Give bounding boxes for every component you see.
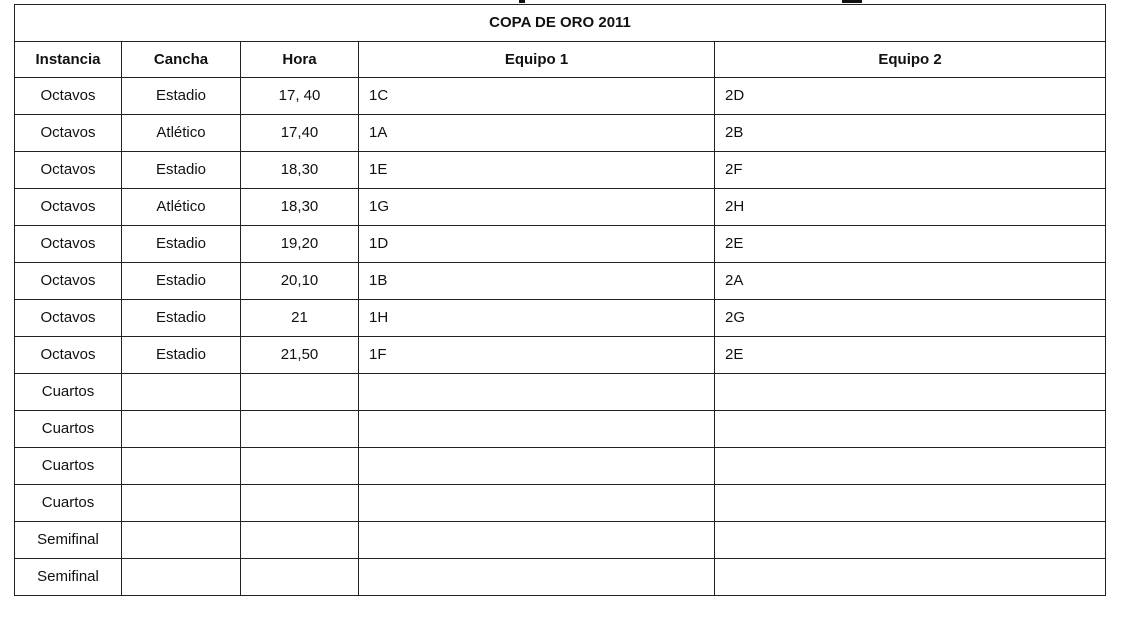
cell-equipo-1: 1E	[359, 152, 715, 189]
cell-equipo-1: 1C	[359, 78, 715, 115]
cell-hora: 18,30	[241, 152, 359, 189]
header-instancia: Instancia	[15, 42, 122, 78]
cell-equipo-2	[715, 559, 1106, 596]
cell-equipo-2: 2E	[715, 337, 1106, 374]
cell-equipo-1: 1F	[359, 337, 715, 374]
table-title: COPA DE ORO 2011	[15, 5, 1106, 42]
cell-instancia: Octavos	[15, 152, 122, 189]
cell-hora	[241, 374, 359, 411]
cell-equipo-1: 1H	[359, 300, 715, 337]
cell-instancia: Cuartos	[15, 485, 122, 522]
header-row	[15, 42, 1106, 78]
cell-cancha	[122, 559, 241, 596]
cell-hora	[241, 485, 359, 522]
table-row	[15, 485, 1106, 522]
table-row	[15, 263, 1106, 300]
table-row	[15, 78, 1106, 115]
cell-hora	[241, 448, 359, 485]
table-row	[15, 522, 1106, 559]
cell-hora	[241, 559, 359, 596]
cell-equipo-1: 1A	[359, 115, 715, 152]
cell-cancha: Atlético	[122, 115, 241, 152]
cell-equipo-1	[359, 559, 715, 596]
cell-hora: 20,10	[241, 263, 359, 300]
cell-equipo-2	[715, 522, 1106, 559]
cell-cancha: Atlético	[122, 189, 241, 226]
cell-instancia: Octavos	[15, 78, 122, 115]
cell-equipo-1	[359, 374, 715, 411]
cell-instancia: Octavos	[15, 226, 122, 263]
cropped-mark	[519, 0, 525, 3]
cell-instancia: Cuartos	[15, 374, 122, 411]
cell-equipo-1: 1G	[359, 189, 715, 226]
cell-instancia: Cuartos	[15, 448, 122, 485]
cell-cancha: Estadio	[122, 337, 241, 374]
cell-cancha	[122, 374, 241, 411]
table-row	[15, 374, 1106, 411]
cell-equipo-2: 2D	[715, 78, 1106, 115]
cell-hora: 19,20	[241, 226, 359, 263]
cell-equipo-2: 2H	[715, 189, 1106, 226]
header-cancha: Cancha	[122, 42, 241, 78]
cell-instancia: Semifinal	[15, 522, 122, 559]
cell-cancha	[122, 411, 241, 448]
cell-instancia: Octavos	[15, 189, 122, 226]
cell-hora: 18,30	[241, 189, 359, 226]
cell-equipo-1: 1B	[359, 263, 715, 300]
cell-equipo-2: 2F	[715, 152, 1106, 189]
header-hora: Hora	[241, 42, 359, 78]
cell-instancia: Octavos	[15, 337, 122, 374]
cell-instancia: Octavos	[15, 263, 122, 300]
cell-equipo-2: 2G	[715, 300, 1106, 337]
table-row	[15, 448, 1106, 485]
cell-equipo-1	[359, 485, 715, 522]
schedule-sheet	[14, 4, 1105, 596]
cell-equipo-2: 2E	[715, 226, 1106, 263]
cell-equipo-1	[359, 411, 715, 448]
cell-equipo-2	[715, 374, 1106, 411]
cell-instancia: Octavos	[15, 115, 122, 152]
cell-cancha: Estadio	[122, 226, 241, 263]
cell-equipo-2: 2A	[715, 263, 1106, 300]
table-row	[15, 559, 1106, 596]
table-row	[15, 152, 1106, 189]
cell-cancha: Estadio	[122, 263, 241, 300]
schedule-table	[14, 4, 1106, 596]
cell-equipo-2: 2B	[715, 115, 1106, 152]
table-row	[15, 115, 1106, 152]
cell-equipo-1	[359, 448, 715, 485]
table-row	[15, 300, 1106, 337]
cell-instancia: Semifinal	[15, 559, 122, 596]
cell-equipo-2	[715, 485, 1106, 522]
table-row	[15, 337, 1106, 374]
table-row	[15, 189, 1106, 226]
cell-hora: 21,50	[241, 337, 359, 374]
cell-hora	[241, 411, 359, 448]
table-body	[15, 78, 1106, 596]
cell-cancha: Estadio	[122, 152, 241, 189]
cell-cancha	[122, 448, 241, 485]
cropped-mark	[842, 0, 862, 3]
cell-equipo-1	[359, 522, 715, 559]
cell-equipo-2	[715, 411, 1106, 448]
cell-cancha	[122, 522, 241, 559]
table-row	[15, 226, 1106, 263]
cell-cancha: Estadio	[122, 78, 241, 115]
cell-equipo-2	[715, 448, 1106, 485]
cell-hora: 17, 40	[241, 78, 359, 115]
cell-hora: 17,40	[241, 115, 359, 152]
cell-instancia: Cuartos	[15, 411, 122, 448]
cell-hora: 21	[241, 300, 359, 337]
title-row	[15, 5, 1106, 42]
header-equipo-1: Equipo 1	[359, 42, 715, 78]
cell-equipo-1: 1D	[359, 226, 715, 263]
table-row	[15, 411, 1106, 448]
cell-cancha	[122, 485, 241, 522]
cell-hora	[241, 522, 359, 559]
cell-cancha: Estadio	[122, 300, 241, 337]
cell-instancia: Octavos	[15, 300, 122, 337]
header-equipo-2: Equipo 2	[715, 42, 1106, 78]
